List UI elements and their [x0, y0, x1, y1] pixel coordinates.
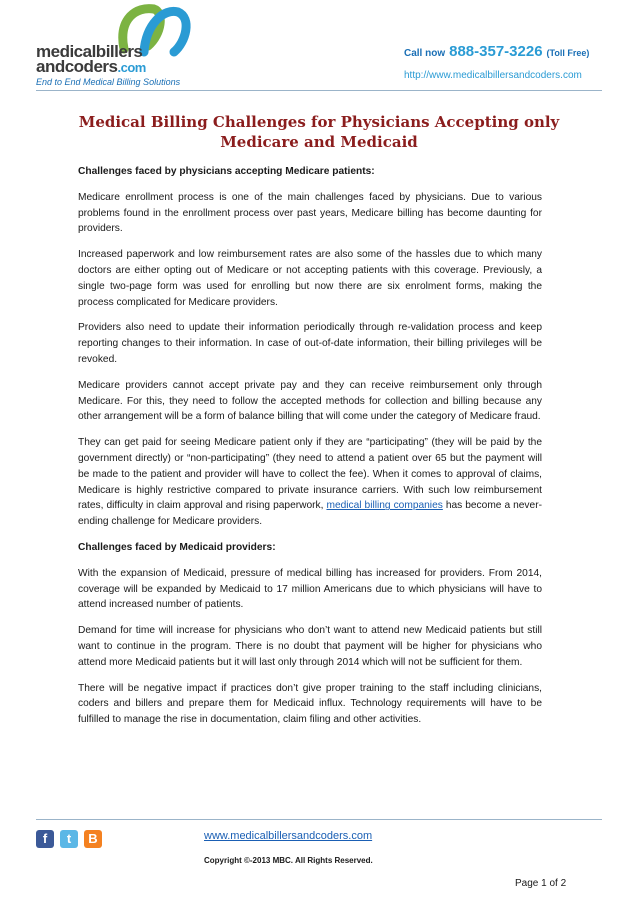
paragraph-with-link — [78, 435, 542, 530]
logo-line-2-text: andcoders — [36, 57, 118, 76]
footer-divider — [36, 819, 602, 820]
social-links — [36, 830, 102, 848]
article-body — [78, 164, 542, 738]
page-title: Medical Billing Challenges for Physicians Accepting only Medicare and Medicaid — [78, 113, 560, 151]
paragraph: With the expansion of Medicaid, pressure of medical billing has increased for providers. From 2014, coverage will be expanded by Medicaid to 17 million Americans due to which physicians will have to attend increased number of patients. — [78, 567, 542, 611]
call-label: Call now — [404, 48, 446, 59]
paragraph: There will be negative impact if practices don’t give proper training to the staff including clinicians, coders and billers and prepare them for Medicaid influx. Technology requirements will have to be fulfilled to manage the rise in documentation, claim filing and other activities. — [78, 682, 542, 726]
paragraph: Increased paperwork and low reimbursement rates are also some of the hassles due to which many doctors are either opting out of Medicare or not accepting patients with this coverage. Previously, a single two-page form was used for enrolling but now there are six enrolment forms, making the process complicated for Medicare providers. — [78, 249, 542, 308]
logo-line-2 — [36, 59, 146, 75]
twitter-icon[interactable]: t — [60, 830, 78, 848]
blogger-icon[interactable]: B — [84, 830, 102, 848]
call-now — [404, 43, 589, 60]
paragraph: Providers also need to update their information periodically through re-validation process and keep reporting changes to their information. In case of out-of-date information, their billing privileges will be revoked. — [78, 322, 542, 365]
facebook-icon[interactable]: f — [36, 830, 54, 848]
phone-number[interactable]: 888-357-3226 — [449, 43, 543, 60]
paragraph-text: has become a never-ending challenge for Medicare providers. — [78, 500, 542, 528]
header-website-link[interactable]: http://www.medicalbillersandcoders.com — [404, 70, 582, 81]
header-divider — [36, 90, 602, 91]
toll-free-label: (Toll Free) — [546, 48, 590, 58]
paragraph: Demand for time will increase for physicians who don’t want to attend new Medicaid patients but still want to continue in the program. There is no doubt that payment will be higher for physicians who attend more Medicaid patients but it will last only through 2014 which will not be sufficient for them. — [78, 625, 542, 668]
logo-suffix: .com — [117, 60, 146, 75]
paragraph: Medicare enrollment process is one of the main challenges faced by physicians. Due to various problems found in the enrollment process over past years, Medicare billing has become daunting for providers. — [78, 191, 542, 235]
company-logo — [36, 4, 206, 74]
tagline: End to End Medical Billing Solutions — [36, 77, 181, 87]
paragraph-text: They can get paid for seeing Medicare patient only if they are “participating” (they will be paid by the government directly) or “non-participating” (they need to attend a patient over 65 but the payment will be made to the patient and provider will have to collect the fee). When it comes to approval of claims, Medicare is highly restrictive compared to private insurance carriers. With such low reimbursement rates, difficulty in claim approval and rising paperwork, — [78, 437, 542, 512]
page-number: Page 1 of 2 — [515, 878, 567, 889]
paragraph: Medicare providers cannot accept private pay and they can receive reimbursement only through Medicare. For this, they need to follow the accepted methods for collection and billing because any other arrangement will be a form of balance billing that will come under the category of Medicare fraud. — [78, 379, 542, 423]
section-heading-medicaid: Challenges faced by Medicaid providers: — [78, 541, 276, 553]
copyright: Copyright ©-2013 MBC. All Rights Reserved. — [204, 856, 373, 865]
footer-website-link[interactable]: www.medicalbillersandcoders.com — [204, 830, 373, 842]
medical-billing-companies-link[interactable]: medical billing companies — [326, 500, 443, 512]
section-heading-medicare: Challenges faced by physicians accepting Medicare patients: — [78, 166, 375, 177]
logo-line-1: medicalbillers — [36, 42, 143, 61]
logo-wordmark — [36, 44, 146, 75]
